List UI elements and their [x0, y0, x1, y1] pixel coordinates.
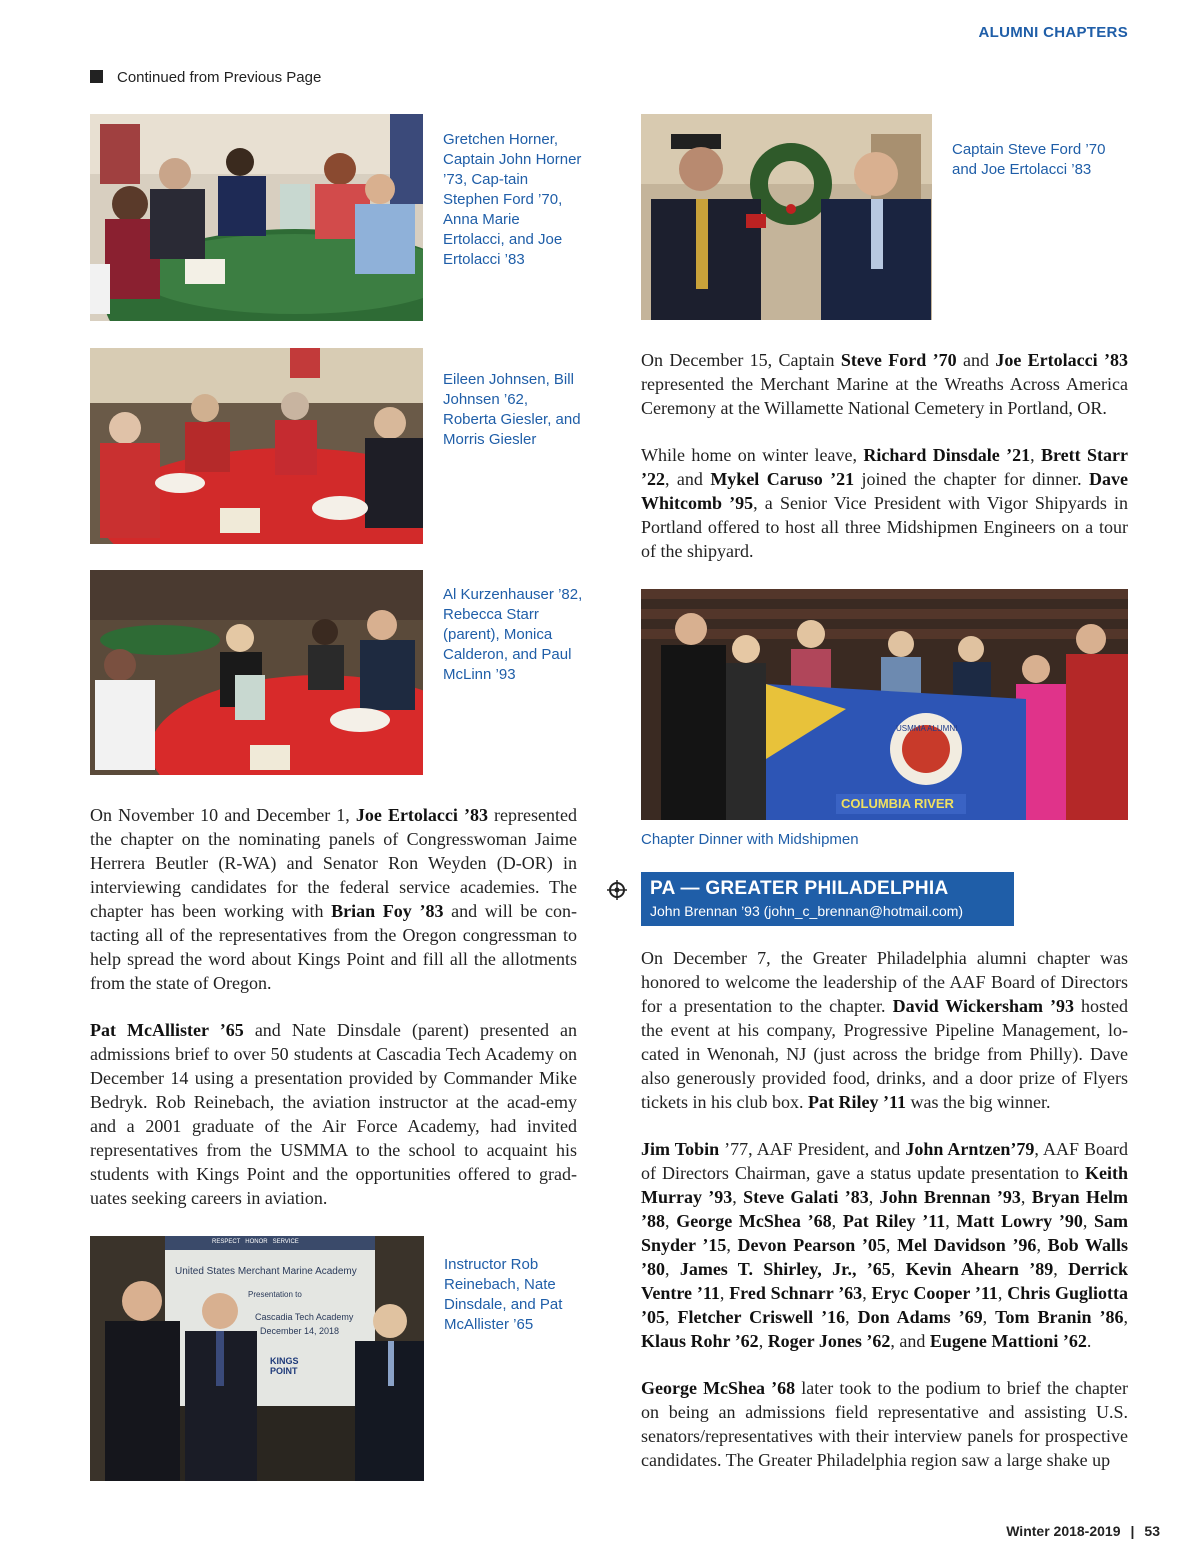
- name-run: John Brennan ’93: [879, 1187, 1021, 1207]
- name-run: Pat McAllister ’65: [90, 1020, 244, 1040]
- text-run: On November 10 and December 1,: [90, 805, 356, 825]
- photo-cascadia-presentation: [90, 1236, 424, 1481]
- photo-johnsen-giesler: [90, 348, 423, 544]
- footer-separator: |: [1130, 1523, 1135, 1539]
- caption-photo-5: Chapter Dinner with Midshipmen: [641, 831, 859, 848]
- screen-banner: RESPECT HONOR SERVICE: [212, 1239, 299, 1245]
- text-run: On December 7, the Greater Philadelphia alumni chapter was honored to welcome the leadership of the AAF Board of Directors for a presentation to the chapter.: [641, 948, 1128, 1016]
- text-run: hosted the event at his company, Progressive Pipeline Management, lo-cated in Wenonah, NJ (just across the bridge from Philly). Dave also generously provided food, drinks, and a door prize of Flyers tickets in his club box.: [641, 996, 1129, 1112]
- page-number: 53: [1144, 1523, 1160, 1539]
- name-run: Roger Jones ’62: [767, 1331, 891, 1351]
- right-column-text-bottom: [641, 946, 1128, 1472]
- square-bullet-icon: [90, 70, 103, 83]
- screen-line-3: Cascadia Tech Academy: [255, 1312, 354, 1322]
- text-run: ,: [997, 1283, 1008, 1303]
- text-run: ,: [1030, 445, 1041, 465]
- text-run: , a Senior Vice President with Vigor Shipyards in Portland offered to host all three Midshipmen Engineers on a tour of the shipyard.: [641, 493, 1129, 561]
- text-run: and: [956, 350, 996, 370]
- text-run: .: [1086, 1331, 1092, 1351]
- name-run: Eugene Mattioni ’62: [929, 1331, 1087, 1351]
- name-run: James T. Shirley, Jr., ’65: [679, 1259, 891, 1279]
- name-run: David Wickersham ’93: [892, 996, 1074, 1016]
- text-run: ,: [665, 1211, 677, 1231]
- screen-line-2: Presentation to: [248, 1290, 302, 1299]
- name-run: Steve Ford ’70: [840, 350, 957, 370]
- caption-photo-4: Captain Steve Ford ’70 and Joe Ertolacci ’83: [952, 141, 1106, 178]
- text-run: ,: [1123, 1307, 1128, 1327]
- text-run: ,: [862, 1283, 872, 1303]
- text-run: ,: [1082, 1211, 1095, 1231]
- name-run: Joe Ertolacci ’83: [355, 805, 488, 825]
- name-run: George McShea ’68: [641, 1378, 796, 1398]
- chapter-contact: John Brennan ’93 (john_c_brennan@hotmail.com): [650, 903, 964, 919]
- name-run: Jim Tobin: [641, 1139, 720, 1159]
- name-run: Mykel Caruso ’21: [710, 469, 855, 489]
- name-run: Don Adams ’69: [857, 1307, 983, 1327]
- text-run: ,: [885, 1235, 898, 1255]
- caption-photo-3: Al Kurzenhauser ’82, Rebecca Starr (parent), Monica Calderon, and Paul McLinn ’93: [443, 586, 583, 683]
- name-run: Kevin Ahearn ’89: [905, 1259, 1054, 1279]
- chapter-header-box: [641, 872, 1014, 926]
- text-run: ,: [831, 1211, 843, 1231]
- text-run: On December 15, Captain: [641, 350, 841, 370]
- text-run: , and: [890, 1331, 930, 1351]
- text-run: ’77, AAF President, and: [719, 1139, 906, 1159]
- text-run: represented the Merchant Marine at the Wreaths Across America Ceremony at the Willamette National Cemetery in Portland, OR.: [641, 374, 1128, 418]
- name-run: Devon Pearson ’05: [737, 1235, 886, 1255]
- paragraph-nominating-panels: [90, 803, 577, 995]
- text-run: later took to the podium to brief the chapter on being an admissions field representative and assisting U.S. senators/representatives with their interview panels for prospective candidates. The Greater Philadelphia region saw a large shake up: [641, 1378, 1129, 1470]
- name-run: Klaus Rohr ’62: [641, 1331, 759, 1351]
- name-run: Fred Schnarr ’63: [729, 1283, 863, 1303]
- photo-horner-ford-ertolacci: [90, 114, 423, 321]
- paragraph-philadelphia-event: [641, 946, 1128, 1114]
- name-run: Chris Gugliotta ’05: [641, 1283, 1129, 1327]
- photo-ford-ertolacci-wreath: [641, 114, 932, 320]
- name-run: Bob Walls ’80: [641, 1235, 1129, 1279]
- text-run: ,: [845, 1307, 858, 1327]
- photo-chapter-dinner-midshipmen: [641, 589, 1128, 820]
- name-run: Derrick Ventre ’11: [641, 1259, 1129, 1303]
- chapter-title: PA — GREATER PHILADELPHIA: [650, 878, 949, 899]
- section-header: ALUMNI CHAPTERS: [978, 24, 1128, 41]
- caption-photo-1: Gretchen Horner, Captain John Horner ’73, Cap-tain Stephen Ford ’70, Anna Marie Ertolacci, and Joe Ertolacci ’83: [443, 131, 582, 268]
- text-run: , AAF Board of Directors Chairman, gave a status update presentation to: [641, 1139, 1128, 1183]
- issue-label: Winter 2018-2019: [1006, 1523, 1121, 1539]
- name-run: Joe Ertolacci ’83: [995, 350, 1128, 370]
- text-run: ,: [945, 1211, 957, 1231]
- compass-icon: [607, 880, 627, 900]
- left-column-text: [90, 803, 577, 1233]
- text-run: ,: [1036, 1235, 1048, 1255]
- continued-note: [90, 69, 321, 86]
- name-run: Dave Whitcomb ’95: [641, 469, 1128, 513]
- text-run: and Nate Dinsdale (parent) presented an admissions brief to over 50 students at Cascadia Tech Academy on December 14 using a presentation provided by Commander Mike Bedryk. Rob Reinebach, the aviation instructor at the acad-emy and a 2001 graduate of the Air Force Academy, had invited representatives from the USMMA to the school to acquaint his students with Kings Point and the opportunities offered to grad-uates seeking careers in aviation.: [90, 1020, 577, 1208]
- name-run: Matt Lowry ’90: [956, 1211, 1083, 1231]
- name-run: Bryan Helm ’88: [641, 1187, 1128, 1231]
- text-run: ,: [1053, 1259, 1069, 1279]
- name-run: Brett Starr ’22: [641, 445, 1129, 489]
- text-run: ,: [868, 1187, 880, 1207]
- name-run: Richard Dinsdale ’21: [863, 445, 1031, 465]
- name-run: John Arntzen’79: [905, 1139, 1035, 1159]
- paragraph-wreaths: [641, 348, 1128, 420]
- text-run: While home on winter leave,: [641, 445, 864, 465]
- name-run: Mel Davidson ’96: [897, 1235, 1037, 1255]
- continued-label: Continued from Previous Page: [117, 69, 322, 86]
- text-run: ,: [758, 1331, 768, 1351]
- text-run: ,: [982, 1307, 996, 1327]
- name-run: Steve Galati ’83: [743, 1187, 869, 1207]
- name-run: Keith Murray ’93: [641, 1163, 1128, 1207]
- text-run: ,: [732, 1187, 744, 1207]
- name-run: Tom Branin ’86: [995, 1307, 1124, 1327]
- text-run: joined the chapter for dinner.: [854, 469, 1089, 489]
- text-run: was the big winner.: [905, 1092, 1051, 1112]
- text-run: , and: [665, 469, 711, 489]
- text-run: ,: [890, 1259, 906, 1279]
- photo-kurzenhauser-starr: [90, 570, 423, 775]
- text-run: ,: [665, 1307, 678, 1327]
- caption-photo-6: Instructor Rob Reinebach, Nate Dinsdale, and Pat McAllister ’65: [444, 1256, 563, 1333]
- name-run: Brian Foy ’83: [331, 901, 444, 921]
- text-run: ,: [719, 1283, 730, 1303]
- screen-line-4: December 14, 2018: [260, 1326, 340, 1336]
- paragraph-cascadia: [90, 1018, 577, 1210]
- screen-logo: KINGS POINT: [270, 1356, 299, 1376]
- flag-seal-text: USMMA ALUMNI: [896, 724, 958, 733]
- name-run: Fletcher Criswell ’16: [677, 1307, 846, 1327]
- flag-text: COLUMBIA RIVER: [841, 796, 954, 811]
- page-footer: [1006, 1523, 1160, 1539]
- right-column-text-top: [641, 348, 1128, 586]
- text-run: ,: [726, 1235, 738, 1255]
- text-run: represented the chapter on the nominating panels of Congresswoman Jaime Herrera Beutler (R-WA) and Senator Ron Weyden (D-OR) in interviewing candidates for the federal service academies. The chapter has been working with: [90, 805, 578, 921]
- name-run: Sam Snyder ’15: [641, 1211, 1129, 1255]
- name-run: George McShea ’68: [676, 1211, 832, 1231]
- text-run: ,: [1020, 1187, 1032, 1207]
- text-run: and will be con-tacting all of the representatives from the Oregon congressman to help spread the word about Kings Point and fill all the allotments from the state of Oregon.: [90, 901, 577, 993]
- caption-photo-2: Eileen Johnsen, Bill Johnsen ’62, Roberta Giesler, and Morris Giesler: [443, 371, 581, 448]
- paragraph-mcshea: [641, 1376, 1128, 1472]
- name-run: Eryc Cooper ’11: [871, 1283, 998, 1303]
- name-run: Pat Riley ’11: [807, 1092, 906, 1112]
- text-run: ,: [665, 1259, 680, 1279]
- paragraph-winter-leave: [641, 443, 1128, 563]
- screen-title: United States Merchant Marine Academy: [175, 1266, 357, 1277]
- name-run: Pat Riley ’11: [842, 1211, 946, 1231]
- paragraph-attendees: [641, 1137, 1128, 1353]
